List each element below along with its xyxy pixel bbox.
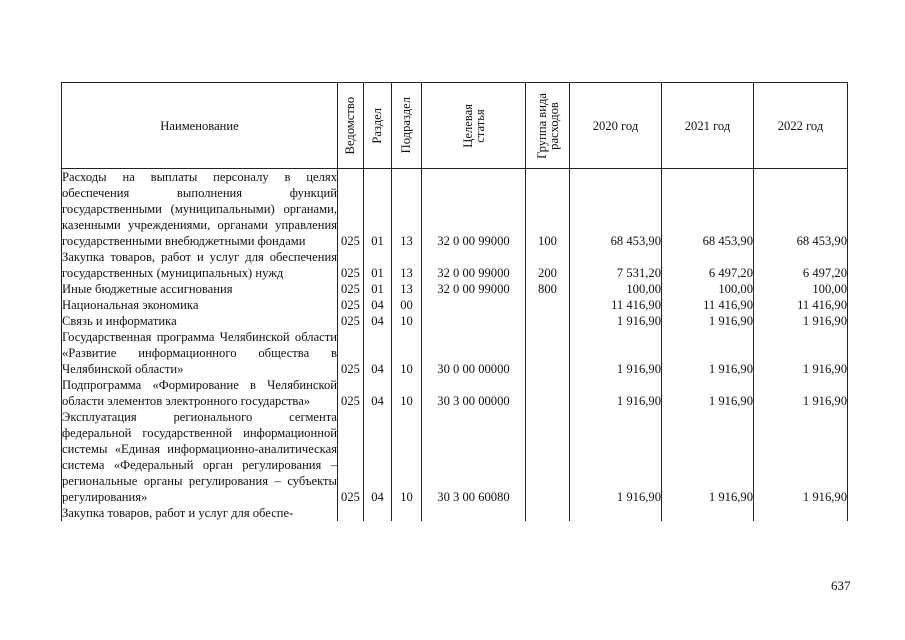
row-podrazdel: 13 bbox=[392, 169, 422, 250]
row-value-2021: 100,00 bbox=[662, 281, 754, 297]
row-celevaya-statya bbox=[422, 313, 526, 329]
row-podrazdel: 10 bbox=[392, 409, 422, 505]
row-value-2020 bbox=[570, 505, 662, 521]
row-name: Эксплуатация регионального сегмента федеральной государственной информационной системы «Единая информационно-аналитическая система «Федеральный орган регулирования – региональные органы регулирования – субъекты регулирования» bbox=[62, 410, 337, 504]
row-celevaya-statya: 32 0 00 99000 bbox=[422, 169, 526, 250]
table-row bbox=[62, 505, 848, 521]
row-vedomstvo: 025 bbox=[338, 329, 364, 377]
header-razdel: Раздел bbox=[364, 83, 392, 169]
row-gruppa-vida bbox=[526, 297, 570, 313]
row-name: Связь и информатика bbox=[62, 313, 338, 329]
row-value-2021: 1 916,90 bbox=[662, 313, 754, 329]
row-celevaya-statya: 32 0 00 99000 bbox=[422, 281, 526, 297]
row-podrazdel: 00 bbox=[392, 297, 422, 313]
row-razdel: 04 bbox=[364, 313, 392, 329]
row-value-2022: 1 916,90 bbox=[754, 313, 848, 329]
table-row bbox=[62, 281, 848, 297]
table-row bbox=[62, 297, 848, 313]
row-value-2020: 68 453,90 bbox=[570, 169, 662, 250]
header-vedomstvo: Ведомство bbox=[338, 83, 364, 169]
row-name: Закупка товаров, работ и услуг для обеспе- bbox=[62, 505, 338, 521]
row-value-2021 bbox=[662, 505, 754, 521]
row-podrazdel bbox=[392, 505, 422, 521]
row-value-2021: 68 453,90 bbox=[662, 169, 754, 250]
row-vedomstvo bbox=[338, 505, 364, 521]
row-value-2022 bbox=[754, 505, 848, 521]
row-vedomstvo: 025 bbox=[338, 297, 364, 313]
row-podrazdel: 10 bbox=[392, 377, 422, 409]
row-vedomstvo: 025 bbox=[338, 249, 364, 281]
row-gruppa-vida bbox=[526, 313, 570, 329]
table-row bbox=[62, 377, 848, 409]
header-name: Наименование bbox=[62, 83, 338, 169]
table-body bbox=[62, 169, 848, 522]
row-gruppa-vida bbox=[526, 505, 570, 521]
row-podrazdel: 13 bbox=[392, 249, 422, 281]
row-vedomstvo: 025 bbox=[338, 281, 364, 297]
row-value-2020: 100,00 bbox=[570, 281, 662, 297]
row-value-2022: 100,00 bbox=[754, 281, 848, 297]
row-razdel: 01 bbox=[364, 281, 392, 297]
row-celevaya-statya: 30 0 00 00000 bbox=[422, 329, 526, 377]
row-value-2022: 68 453,90 bbox=[754, 169, 848, 250]
row-value-2021: 1 916,90 bbox=[662, 329, 754, 377]
row-gruppa-vida: 200 bbox=[526, 249, 570, 281]
row-value-2020: 7 531,20 bbox=[570, 249, 662, 281]
row-gruppa-vida bbox=[526, 409, 570, 505]
header-2022: 2022 год bbox=[754, 83, 848, 169]
row-razdel: 01 bbox=[364, 169, 392, 250]
page-number: 637 bbox=[831, 578, 851, 593]
row-name: Национальная экономика bbox=[62, 297, 338, 313]
row-vedomstvo: 025 bbox=[338, 377, 364, 409]
row-razdel: 01 bbox=[364, 249, 392, 281]
row-value-2020: 11 416,90 bbox=[570, 297, 662, 313]
row-value-2022: 1 916,90 bbox=[754, 409, 848, 505]
row-razdel bbox=[364, 505, 392, 521]
row-vedomstvo: 025 bbox=[338, 169, 364, 250]
row-celevaya-statya: 30 3 00 00000 bbox=[422, 377, 526, 409]
row-celevaya-statya bbox=[422, 505, 526, 521]
header-2020: 2020 год bbox=[570, 83, 662, 169]
table-row bbox=[62, 313, 848, 329]
row-razdel: 04 bbox=[364, 409, 392, 505]
row-value-2020: 1 916,90 bbox=[570, 409, 662, 505]
table-row bbox=[62, 249, 848, 281]
row-value-2022: 6 497,20 bbox=[754, 249, 848, 281]
row-razdel: 04 bbox=[364, 297, 392, 313]
row-gruppa-vida: 100 bbox=[526, 169, 570, 250]
row-name: Закупка товаров, работ и услуг для обеспечения государственных (муниципальных) нужд bbox=[62, 250, 337, 280]
header-podrazdel: Подраздел bbox=[392, 83, 422, 169]
header-gruppa-vida-rashodov: Группа вида расходов bbox=[526, 83, 570, 169]
row-value-2020: 1 916,90 bbox=[570, 377, 662, 409]
row-value-2021: 6 497,20 bbox=[662, 249, 754, 281]
row-name: Иные бюджетные ассигнования bbox=[62, 281, 338, 297]
row-value-2021: 1 916,90 bbox=[662, 377, 754, 409]
row-value-2022: 1 916,90 bbox=[754, 377, 848, 409]
header-celevaya-statya: Целевая статья bbox=[422, 83, 526, 169]
row-razdel: 04 bbox=[364, 329, 392, 377]
row-vedomstvo: 025 bbox=[338, 313, 364, 329]
table-row bbox=[62, 169, 848, 250]
row-gruppa-vida: 800 bbox=[526, 281, 570, 297]
row-value-2020: 1 916,90 bbox=[570, 313, 662, 329]
row-value-2021: 11 416,90 bbox=[662, 297, 754, 313]
row-value-2022: 1 916,90 bbox=[754, 329, 848, 377]
row-name: Расходы на выплаты персоналу в целях обеспечения выполнения функций государственными (муниципальными) органами, казенными учреждениями, органами управления государственными внебюджетными фондами bbox=[62, 170, 337, 248]
row-value-2020: 1 916,90 bbox=[570, 329, 662, 377]
header-2021: 2021 год bbox=[662, 83, 754, 169]
row-podrazdel: 10 bbox=[392, 313, 422, 329]
row-value-2022: 11 416,90 bbox=[754, 297, 848, 313]
table-row bbox=[62, 329, 848, 377]
row-razdel: 04 bbox=[364, 377, 392, 409]
row-podrazdel: 13 bbox=[392, 281, 422, 297]
row-gruppa-vida bbox=[526, 377, 570, 409]
row-podrazdel: 10 bbox=[392, 329, 422, 377]
table-row bbox=[62, 409, 848, 505]
row-celevaya-statya: 32 0 00 99000 bbox=[422, 249, 526, 281]
table-header-row bbox=[62, 83, 848, 169]
budget-table bbox=[61, 82, 848, 521]
row-gruppa-vida bbox=[526, 329, 570, 377]
row-celevaya-statya: 30 3 00 60080 bbox=[422, 409, 526, 505]
row-vedomstvo: 025 bbox=[338, 409, 364, 505]
row-celevaya-statya bbox=[422, 297, 526, 313]
row-name: Государственная программа Челябинской области «Развитие информационного общества в Челябинской области» bbox=[62, 330, 337, 376]
row-value-2021: 1 916,90 bbox=[662, 409, 754, 505]
row-name: Подпрограмма «Формирование в Челябинской области элементов электронного государства» bbox=[62, 378, 337, 408]
